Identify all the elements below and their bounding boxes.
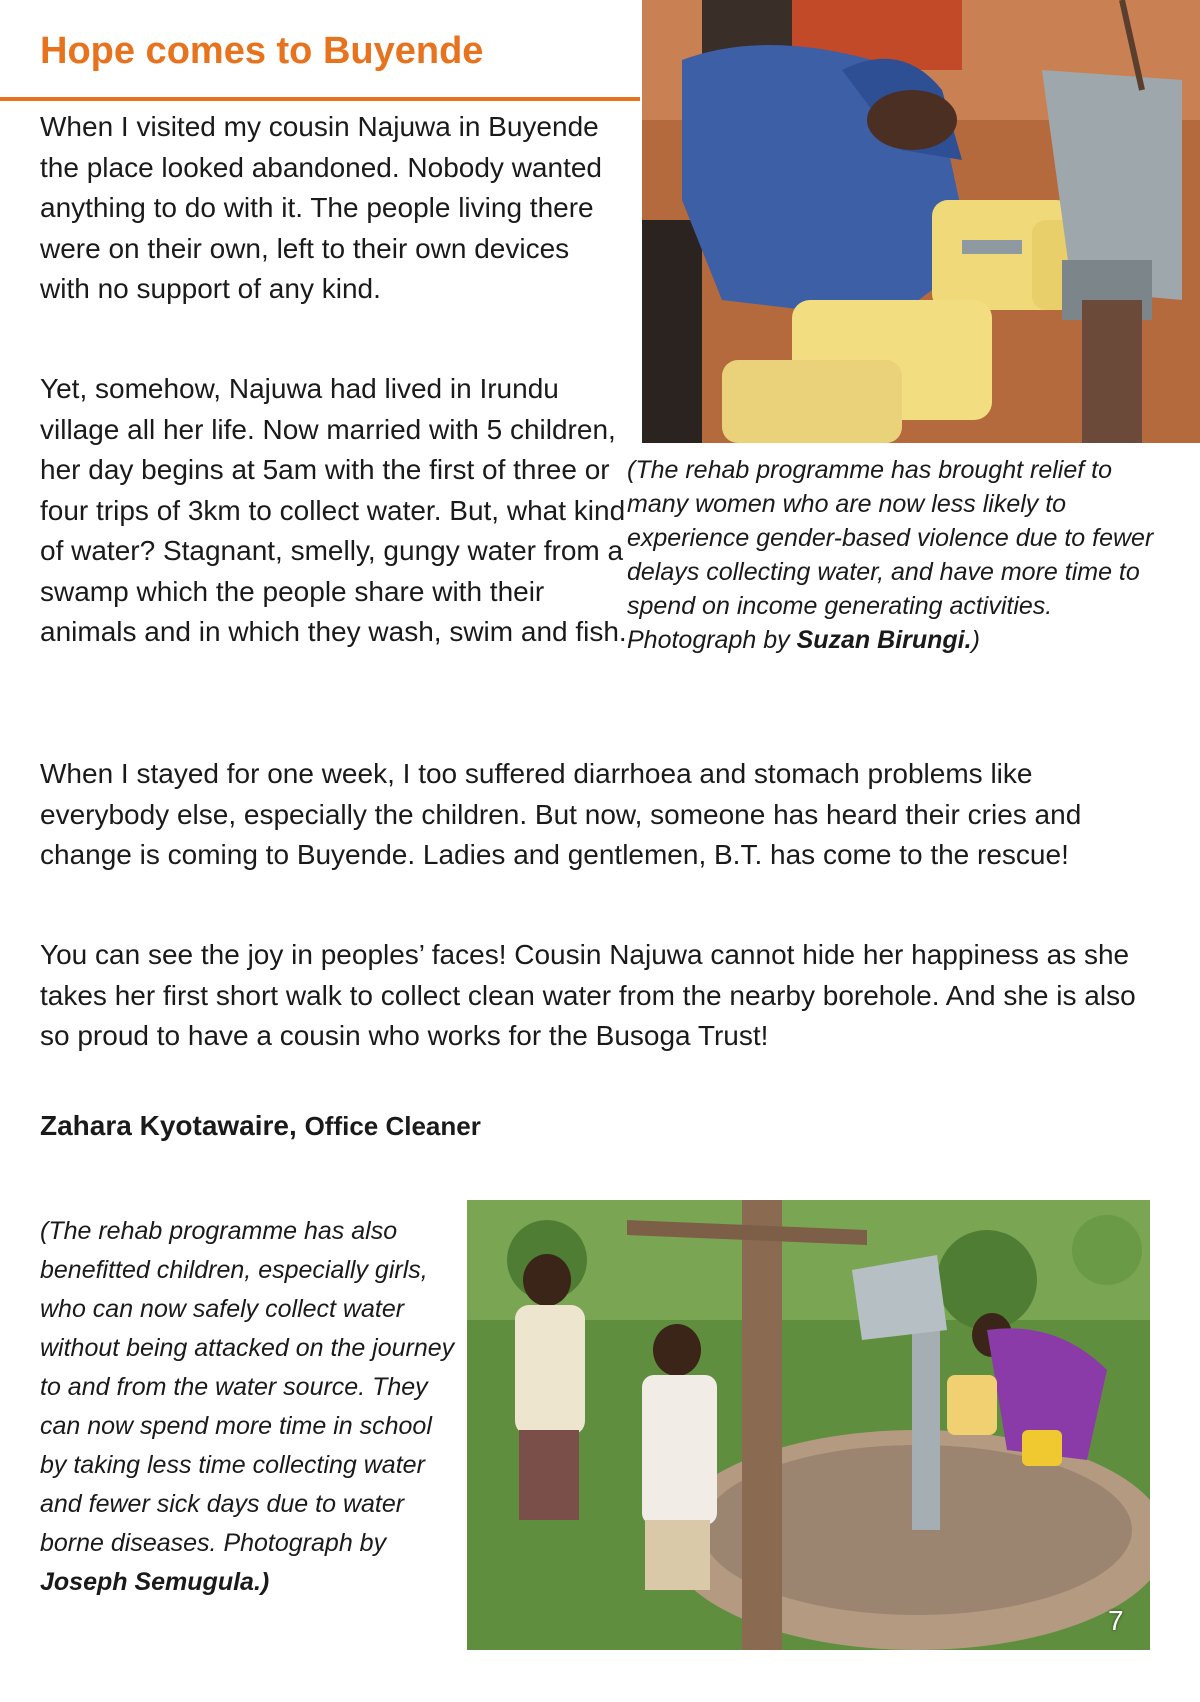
paragraph-1: When I visited my cousin Najuwa in Buyende the place looked abandoned. Nobody wanted anything to do with it. The people living there were on their own, left to their own devices with no support of any kind. [40,111,602,304]
page-number: 7 [1108,1605,1124,1636]
article-title: Hope comes to Buyende [40,30,484,72]
paragraph-3: When I stayed for one week, I too suffered diarrhoea and stomach problems like everybody else, especially the children. But now, someone has heard their cries and change is coming to Buyende. Ladies and gentlemen, B.T. has come to the rescue! [40,758,1082,870]
photo-woman-at-pump [642,0,1200,443]
paragraph-4: You can see the joy in peoples’ faces! Cousin Najuwa cannot hide her happiness as she takes her first short walk to collect clean water from the nearby borehole. And she is also so proud to have a cousin who works for the Busoga Trust! [40,939,1136,1051]
paragraph-2: Yet, somehow, Najuwa had lived in Irundu village all her life. Now married with 5 children, her day begins at 5am with the first of three or four trips of 3km to collect water. But, what kind of water? Stagnant, smelly, gungy water from a swamp which the people share with their animals and in which they wash, swim and fish. [40,373,627,647]
author-signature [40,1110,481,1142]
title-divider [0,97,640,101]
author-role: Office Cleaner [304,1111,481,1141]
caption-top-photo: (The rehab programme has brought relief to many women who are now less likely to experience gender-based violence due to fewer delays collecting water, and have more time to spend on income generating activities. Photograph by Suzan Birungi.) [627,456,1154,654]
author-name: Zahara Kyotawaire, [40,1110,297,1141]
caption-bottom-photo: (The rehab programme has also benefitted children, especially girls, who can now safely collect water without being attacked on the journey to and from the water source. They can now spend more time in school by taking less time collecting water and fewer sick days due to water borne diseases. Photograph by Joseph Semugula.) [40,1217,455,1596]
photo-children-at-borehole [467,1200,1150,1650]
